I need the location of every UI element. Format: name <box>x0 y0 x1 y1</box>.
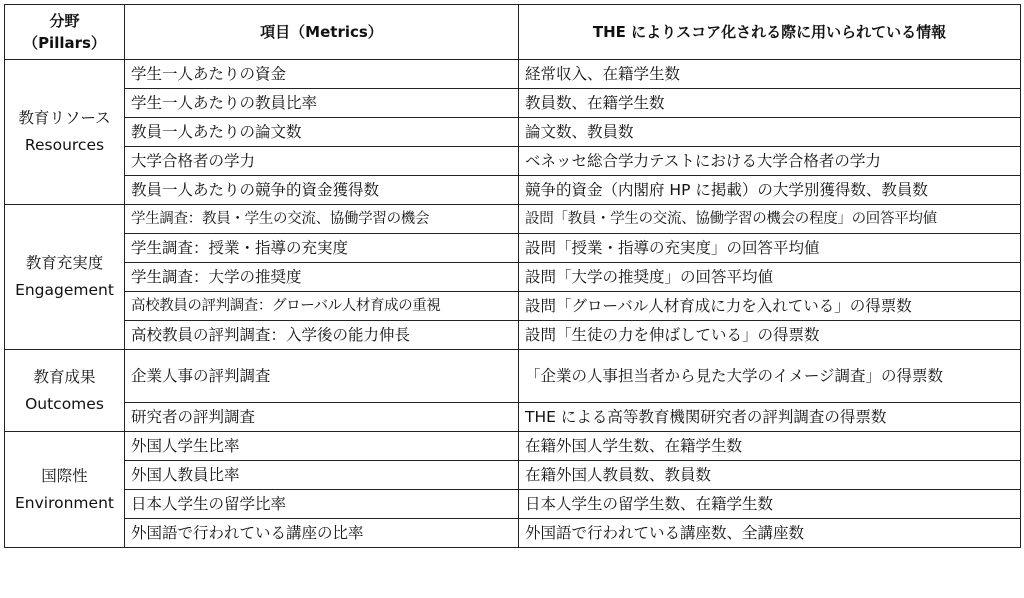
info-cell: 日本人学生の留学生数、在籍学生数 <box>519 490 1021 519</box>
table-row <box>5 147 1021 176</box>
table-row <box>5 234 1021 263</box>
pillar-outcomes <box>5 350 125 432</box>
table-row <box>5 292 1021 321</box>
info-cell: 設問「グローバル人材育成に力を入れている」の得票数 <box>519 292 1021 321</box>
table-row <box>5 519 1021 548</box>
pillar-name-en: Engagement <box>15 281 114 299</box>
info-cell: 外国語で行われている講座数、全講座数 <box>519 519 1021 548</box>
metric-cell: 外国語で行われている講座の比率 <box>125 519 519 548</box>
info-cell: 競争的資金（内閣府 HP に掲載）の大学別獲得数、教員数 <box>519 176 1021 205</box>
metric-cell: 学生調査：大学の推奨度 <box>125 263 519 292</box>
pillar-name-en: Outcomes <box>25 394 104 413</box>
table-row <box>5 60 1021 89</box>
info-cell: 設問「授業・指導の充実度」の回答平均値 <box>519 234 1021 263</box>
table-row <box>5 350 1021 403</box>
pillar-name-ja: 国際性 <box>41 466 88 485</box>
metric-cell: 大学合格者の学力 <box>125 147 519 176</box>
info-cell: ベネッセ総合学力テストにおける大学合格者の学力 <box>519 147 1021 176</box>
pillar-name-en: Resources <box>24 136 105 154</box>
metric-cell: 研究者の評判調査 <box>125 403 519 432</box>
header-metrics: 項目（Metrics） <box>125 5 519 60</box>
info-cell: THE による高等教育機関研究者の評判調査の得票数 <box>519 403 1021 432</box>
metric-cell: 学生調査：授業・指導の充実度 <box>125 234 519 263</box>
metrics-table-container <box>4 4 1020 548</box>
header-pillars <box>5 5 125 60</box>
pillar-environment <box>5 432 125 548</box>
header-pillars-en: （Pillars） <box>23 34 106 52</box>
pillar-name-ja: 教育充実度 <box>25 254 104 272</box>
table-row <box>5 205 1021 234</box>
table-row <box>5 490 1021 519</box>
metric-cell: 教員一人あたりの論文数 <box>125 118 519 147</box>
pillar-name-ja: 教育成果 <box>33 367 96 386</box>
metric-cell: 外国人教員比率 <box>125 461 519 490</box>
metric-cell: 高校教員の評判調査：入学後の能力伸長 <box>125 321 519 350</box>
metric-cell: 外国人学生比率 <box>125 432 519 461</box>
pillar-name-ja: 教育リソース <box>18 109 111 127</box>
info-cell: 在籍外国人教員数、教員数 <box>519 461 1021 490</box>
metric-cell: 高校教員の評判調査：グローバル人材育成の重視 <box>125 292 519 321</box>
table-row <box>5 461 1021 490</box>
metric-cell: 教員一人あたりの競争的資金獲得数 <box>125 176 519 205</box>
info-cell: 設問「生徒の力を伸ばしている」の得票数 <box>519 321 1021 350</box>
info-cell: 経常収入、在籍学生数 <box>519 60 1021 89</box>
metric-cell: 学生調査：教員・学生の交流、協働学習の機会 <box>125 205 519 234</box>
header-row <box>5 5 1021 60</box>
table-row <box>5 432 1021 461</box>
pillar-resources <box>5 60 125 205</box>
table-row <box>5 263 1021 292</box>
info-cell: 在籍外国人学生数、在籍学生数 <box>519 432 1021 461</box>
metric-cell: 学生一人あたりの資金 <box>125 60 519 89</box>
table-row <box>5 176 1021 205</box>
info-cell: 論文数、教員数 <box>519 118 1021 147</box>
metric-cell: 企業人事の評判調査 <box>125 350 519 403</box>
table-row <box>5 118 1021 147</box>
pillar-engagement <box>5 205 125 350</box>
metric-cell: 学生一人あたりの教員比率 <box>125 89 519 118</box>
metric-cell: 日本人学生の留学比率 <box>125 490 519 519</box>
metrics-table <box>4 4 1021 548</box>
table-row <box>5 403 1021 432</box>
header-info: THE によりスコア化される際に用いられている情報 <box>519 5 1021 60</box>
info-cell: 設問「教員・学生の交流、協働学習の機会の程度」の回答平均値 <box>519 205 1021 234</box>
table-row <box>5 321 1021 350</box>
header-pillars-ja: 分野 <box>49 12 80 30</box>
table-row <box>5 89 1021 118</box>
info-cell: 設問「大学の推奨度」の回答平均値 <box>519 263 1021 292</box>
info-cell: 教員数、在籍学生数 <box>519 89 1021 118</box>
info-cell: 「企業の人事担当者から見た大学のイメージ調査」の得票数 <box>519 350 1021 403</box>
pillar-name-en: Environment <box>15 493 114 512</box>
